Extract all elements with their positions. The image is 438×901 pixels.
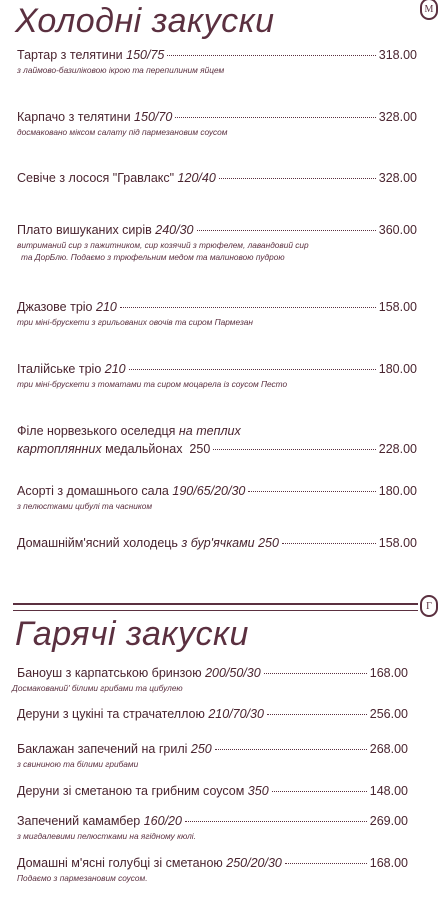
dot-leader xyxy=(282,543,376,544)
item-name: Севіче з лосося "Гравлакс" xyxy=(17,171,175,185)
item-weight: 250 xyxy=(258,536,279,550)
section-divider xyxy=(13,603,418,611)
item-name: Італійське тріо xyxy=(17,362,102,376)
item-price: 180.00 xyxy=(378,362,417,376)
section-badge-cold: М xyxy=(420,0,438,20)
menu-item xyxy=(17,740,408,770)
item-description: Подаємо з пармезановим соусом. xyxy=(17,873,148,883)
item-description-line2: та ДорБлю. Подаємо з трюфельним медом та малиновою пудрою xyxy=(21,252,285,262)
item-weight: 250 xyxy=(190,742,212,756)
item-description: три міні-брускети з грильованих овочів та сиром Пармезан xyxy=(17,317,253,327)
menu-item xyxy=(17,534,417,552)
dot-leader xyxy=(285,863,367,864)
item-name: Баклажан запечений на грилі xyxy=(17,742,188,756)
dot-leader xyxy=(175,117,375,118)
dot-leader xyxy=(167,55,375,56)
item-weight: 150/70 xyxy=(134,110,173,124)
item-price: 269.00 xyxy=(369,814,408,828)
menu-item xyxy=(17,221,417,263)
item-price: 328.00 xyxy=(378,171,417,185)
item-name-italic: з бур'ячками xyxy=(181,536,255,550)
item-weight: 150/75 xyxy=(126,48,165,62)
section-badge-hot: Г xyxy=(420,595,438,617)
menu-item xyxy=(17,298,417,328)
menu-item xyxy=(17,782,408,800)
item-description: з мигдалевими пелюстками на ягідному кюлі. xyxy=(17,831,196,841)
item-name: Запечений камамбер xyxy=(17,814,141,828)
dot-leader xyxy=(129,369,376,370)
item-weight: 160/20 xyxy=(143,814,182,828)
dot-leader xyxy=(272,791,367,792)
item-price: 360.00 xyxy=(378,223,417,237)
dot-leader xyxy=(215,749,367,750)
dot-leader xyxy=(219,178,376,179)
item-name: Джазове тріо xyxy=(17,300,93,314)
item-price: 168.00 xyxy=(369,666,408,680)
item-name-italic: на теплих xyxy=(178,424,241,438)
item-weight: 120/40 xyxy=(177,171,216,185)
item-description: з лаймово-базиліковою ікрою та перепилиним яйцем xyxy=(17,65,225,75)
item-name: Домашнійм'ясний холодець xyxy=(17,536,178,550)
item-description: з свининою та білими грибами xyxy=(17,759,139,769)
item-description: три міні-брускети з томатами та сиром моцарела із соусом Песто xyxy=(17,379,288,389)
menu-item xyxy=(17,812,408,842)
item-weight: 200/50/30 xyxy=(205,666,261,680)
item-weight: 210/70/30 xyxy=(208,707,264,721)
item-price: 158.00 xyxy=(378,300,417,314)
item-weight: 240/30 xyxy=(155,223,194,237)
item-price: 148.00 xyxy=(369,784,408,798)
menu-item xyxy=(17,422,417,458)
item-weight: 190/65/20/30 xyxy=(172,484,246,498)
dot-leader xyxy=(267,714,367,715)
item-name: Асорті з домашнього сала xyxy=(17,484,169,498)
dot-leader xyxy=(197,230,376,231)
menu-item xyxy=(17,46,417,76)
menu-item xyxy=(12,664,408,694)
item-weight: 210 xyxy=(96,300,117,314)
item-price: 158.00 xyxy=(378,536,417,550)
item-price: 256.00 xyxy=(369,707,408,721)
item-name: Домашні м'ясні голубці зі сметаною xyxy=(17,856,223,870)
dot-leader xyxy=(264,673,367,674)
menu-item xyxy=(17,482,417,512)
item-name: Деруни з цукіні та страчателлою xyxy=(17,707,205,721)
menu-item xyxy=(17,854,408,884)
item-name: Баноуш з карпатською бринзою xyxy=(17,666,202,680)
item-price: 268.00 xyxy=(369,742,408,756)
item-name-line2: медальйонах xyxy=(105,442,183,456)
menu-item xyxy=(17,169,417,187)
item-name: Деруни зі сметаною та грибним соусом xyxy=(17,784,245,798)
item-weight: 210 xyxy=(104,362,126,376)
dot-leader xyxy=(248,491,375,492)
dot-leader xyxy=(185,821,367,822)
section-title-cold: Холодні закуски xyxy=(15,2,275,40)
item-name: Плато вишуканих сирів xyxy=(17,223,152,237)
item-price: 228.00 xyxy=(378,442,417,456)
dot-leader xyxy=(120,307,376,308)
item-name: Карпачо з телятини xyxy=(17,110,131,124)
item-weight: 250 xyxy=(189,442,211,456)
menu-item xyxy=(17,705,408,723)
item-price: 328.00 xyxy=(378,110,417,124)
item-description: досмаковано міксом салату під пармезановим соусом xyxy=(17,127,228,137)
item-name-line1 xyxy=(17,422,417,440)
item-price: 318.00 xyxy=(378,48,417,62)
item-price: 168.00 xyxy=(369,856,408,870)
item-name: Філе норвезького оселедця xyxy=(17,424,176,438)
item-price: 180.00 xyxy=(378,484,417,498)
item-name: Тартар з телятини xyxy=(17,48,123,62)
item-weight: 250/20/30 xyxy=(226,856,282,870)
item-name-italic-line2: картоплянних xyxy=(17,442,102,456)
item-description: з пелюстками цибулі та часником xyxy=(17,501,153,511)
section-title-hot: Гарячі закуски xyxy=(15,615,249,653)
item-weight: 350 xyxy=(247,784,269,798)
item-description: витриманий сир з пажитником, сир козячий з трюфелем, лавандовий сир xyxy=(17,240,309,250)
dot-leader xyxy=(213,449,375,450)
item-description: Досмакований' білими грибами та цибулею xyxy=(12,683,183,693)
menu-item xyxy=(17,108,417,138)
menu-item xyxy=(17,360,417,390)
